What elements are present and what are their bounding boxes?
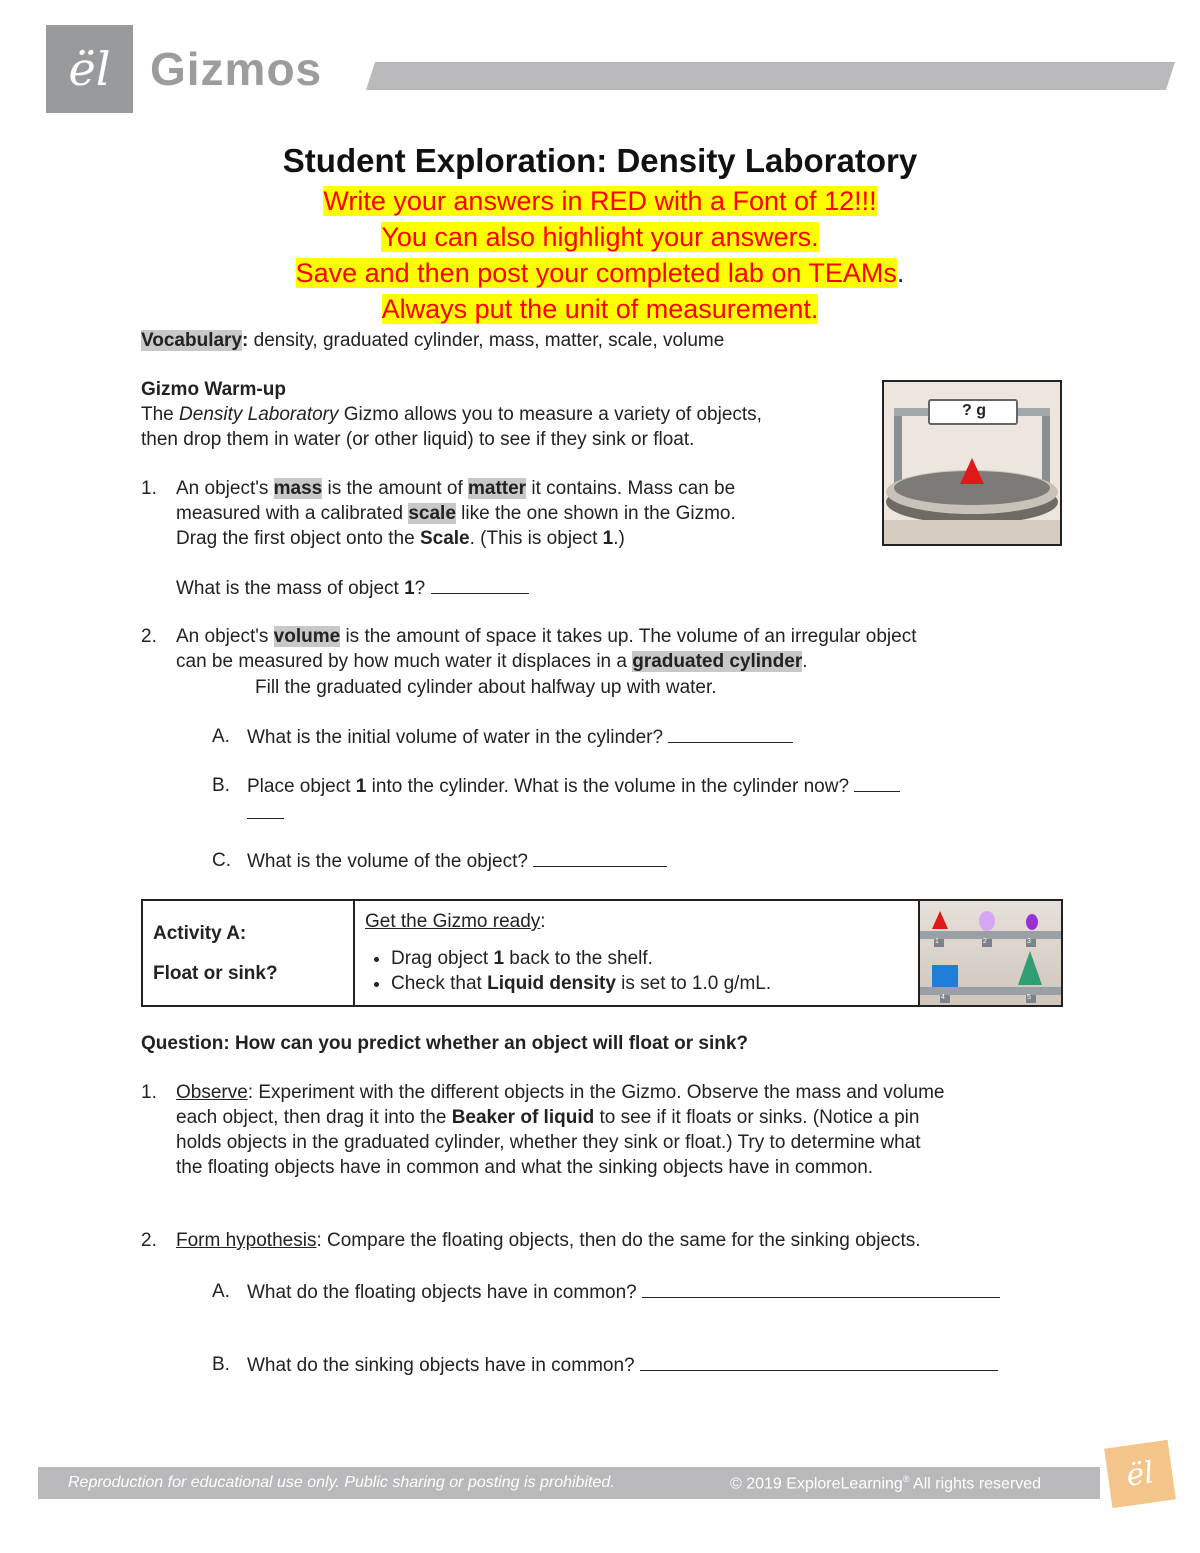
q2-line-1: An object's volume is the amount of space it takes up. The volume of an irregular object bbox=[176, 626, 917, 647]
shelf-label-4: 4 bbox=[941, 994, 945, 1001]
instruction-line-1: Write your answers in RED with a Font of 12!!! bbox=[323, 186, 877, 216]
observe-line-2: each object, then drag it into the Beaker of liquid to see if it floats or sinks. (Notice a pin bbox=[176, 1107, 920, 1128]
answer-blank[interactable] bbox=[533, 848, 667, 867]
green-pyramid-object bbox=[1018, 951, 1042, 985]
q1-number: 1. bbox=[141, 478, 157, 499]
instruction-line-2: You can also highlight your answers. bbox=[381, 222, 819, 252]
q2a-text: What is the initial volume of water in the cylinder? bbox=[247, 724, 793, 750]
shelf-label-1: 1 bbox=[935, 938, 939, 945]
blue-cube-object bbox=[932, 965, 958, 987]
instruction-line-3: Save and then post your completed lab on TEAMs. bbox=[295, 258, 905, 288]
observe-line-1: Observe: Experiment with the different objects in the Gizmo. Observe the mass and volume bbox=[176, 1082, 945, 1103]
q2-number: 2. bbox=[141, 626, 157, 647]
q2b-text: Place object 1 into the cylinder. What is the volume in the cylinder now? bbox=[247, 773, 900, 799]
shelf-label-3: 3 bbox=[1027, 938, 1031, 945]
scale-readout: ? g bbox=[962, 402, 986, 419]
hypothesis-line: Form hypothesis: Compare the floating objects, then do the same for the sinking objects. bbox=[176, 1230, 921, 1251]
observe-line-3: holds objects in the graduated cylinder, whether they sink or float.) Try to determine what bbox=[176, 1132, 921, 1153]
footer-copyright: © 2019 ExploreLearning® All rights reserved bbox=[730, 1474, 1042, 1493]
gizmo-ready-heading: Get the Gizmo ready: bbox=[365, 911, 546, 932]
hyp-b-label: B. bbox=[212, 1354, 230, 1375]
gizmo-ready-list bbox=[369, 946, 909, 996]
warmup-intro: The Density Laboratory Gizmo allows you to measure a variety of objects, bbox=[141, 404, 762, 425]
hypothesis-number: 2. bbox=[141, 1230, 157, 1251]
purple-egg-object bbox=[1026, 914, 1038, 930]
hyp-b-text: What do the sinking objects have in common? bbox=[247, 1352, 998, 1378]
lilac-egg-object bbox=[979, 911, 995, 931]
q1-line-3: Drag the first object onto the Scale. (This is object 1.) bbox=[176, 528, 625, 549]
q2b-label: B. bbox=[212, 775, 230, 796]
activity-title-cell bbox=[143, 901, 355, 1005]
ready-step-2: • Check that Liquid density is set to 1.0 g/mL. bbox=[391, 971, 909, 996]
explorelearning-logo bbox=[1104, 1440, 1176, 1508]
answer-blank[interactable] bbox=[640, 1352, 998, 1371]
footer-disclaimer: Reproduction for educational use only. Public sharing or posting is prohibited. bbox=[68, 1474, 615, 1491]
activity-subtitle: Float or sink? bbox=[153, 963, 278, 984]
page-title: Student Exploration: Density Laboratory bbox=[282, 142, 918, 179]
red-cone-object bbox=[932, 911, 948, 929]
gizmos-logo bbox=[46, 25, 133, 113]
activity-title: Activity A: bbox=[153, 923, 247, 944]
hyp-a-text: What do the floating objects have in common? bbox=[247, 1279, 1000, 1305]
ready-step-1: • Drag object 1 back to the shelf. bbox=[391, 946, 909, 971]
answer-blank[interactable] bbox=[642, 1279, 1000, 1298]
answer-blank-continued[interactable] bbox=[247, 801, 284, 819]
q2c-text: What is the volume of the object? bbox=[247, 848, 667, 874]
footer-logo-glyph: ël bbox=[1124, 1454, 1156, 1494]
shelf-illustration bbox=[920, 901, 1061, 1005]
q1-line-1: An object's mass is the amount of matter it contains. Mass can be bbox=[176, 478, 736, 499]
q2a-label: A. bbox=[212, 726, 230, 747]
q1-line-2: measured with a calibrated scale like the one shown in the Gizmo. bbox=[176, 503, 736, 524]
scale-image bbox=[882, 380, 1062, 546]
main-question: Question: How can you predict whether an object will float or sink? bbox=[141, 1033, 749, 1054]
q2c-label: C. bbox=[212, 850, 231, 871]
vocabulary-line: Vocabulary: density, graduated cylinder, mass, matter, scale, volume bbox=[141, 330, 725, 351]
q2-line-3: Fill the graduated cylinder about halfway up with water. bbox=[255, 677, 717, 698]
shelf-label-2: 2 bbox=[983, 938, 987, 945]
q2-line-2: can be measured by how much water it displaces in a graduated cylinder. bbox=[176, 651, 808, 672]
instruction-line-4: Always put the unit of measurement. bbox=[381, 294, 819, 324]
hyp-a-label: A. bbox=[212, 1281, 230, 1302]
shelf-image bbox=[918, 901, 1061, 1005]
activity-table bbox=[141, 899, 1063, 1007]
observe-line-4: the floating objects have in common and what the sinking objects have in common. bbox=[176, 1157, 874, 1178]
answer-blank[interactable] bbox=[431, 575, 529, 594]
warmup-heading: Gizmo Warm-up bbox=[141, 379, 286, 400]
warmup-intro-2: then drop them in water (or other liquid) to see if they sink or float. bbox=[141, 429, 695, 450]
answer-blank[interactable] bbox=[854, 773, 900, 792]
brand-name: Gizmos bbox=[150, 43, 323, 95]
observe-number: 1. bbox=[141, 1082, 157, 1103]
shelf-label-5: 5 bbox=[1027, 994, 1031, 1001]
q1-ask: What is the mass of object 1? bbox=[176, 575, 529, 601]
header-bar bbox=[366, 62, 1175, 90]
logo-glyph: ël bbox=[68, 42, 111, 96]
answer-blank[interactable] bbox=[668, 724, 793, 743]
